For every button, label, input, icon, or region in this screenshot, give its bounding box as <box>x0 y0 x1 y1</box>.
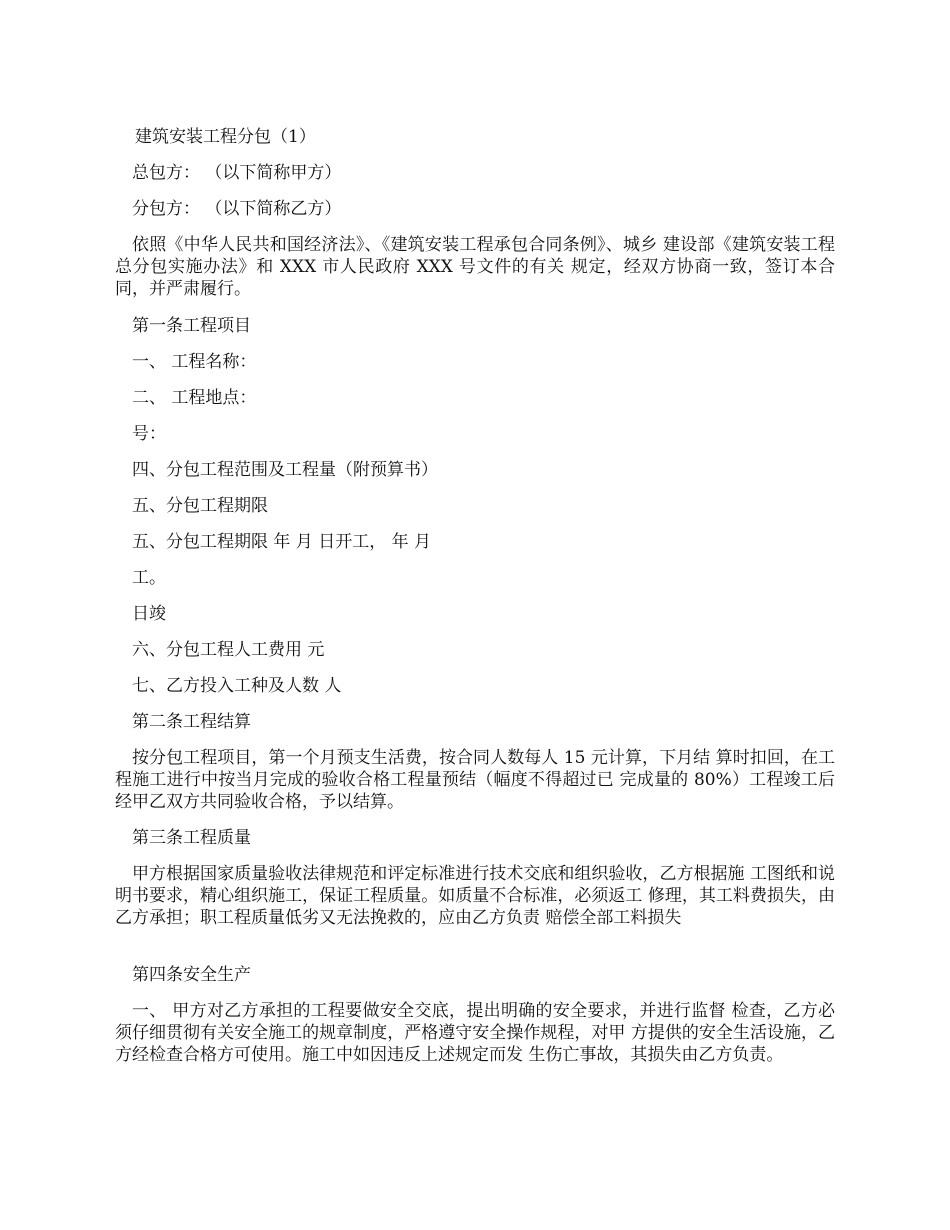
completion-date-line: 日竣 <box>132 604 166 624</box>
quality-paragraph: 甲方根据国家质量验收法律规范和评定标准进行技术交底和组织验收，乙方根据施 工图纸和说明书要求，精心组织施工，保证工程质量。如质量不合标准，必须返工 修理，其工料费损失，由乙方承担；职工程质量低劣又无法挽救的，应由乙方负责 赔偿全部工料损失 <box>115 864 835 928</box>
article-4-heading: 第四条安全生产 <box>132 965 251 985</box>
settlement-paragraph: 按分包工程项目，第一个月预支生活费，按合同人数每人 15 元计算，下月结 算时扣回，在工程施工进行中按当月完成的验收合格工程量预结（幅度不得超过已 完成量的 80%）工程竣工后经甲乙双方共同验收合格，予以结算。 <box>115 748 835 812</box>
project-name-line: 一、 工程名称： <box>132 352 257 372</box>
number-line: 号： <box>132 424 166 444</box>
project-location-line: 二、 工程地点： <box>132 388 257 408</box>
period-heading-line: 五、分包工程期限 <box>132 496 268 516</box>
period-continuation-line: 工。 <box>132 568 166 588</box>
subcontractor-line: 分包方： （以下简称乙方） <box>132 199 342 219</box>
article-2-heading: 第二条工程结算 <box>132 712 251 732</box>
safety-paragraph: 一、 甲方对乙方承担的工程要做安全交底，提出明确的安全要求，并进行监督 检查，乙方必须仔细贯彻有关安全施工的规章制度，严格遵守安全操作规程，对甲 方提供的安全生活设施，乙方经检查合格方可使用。施工中如因违反上述规定而发 生伤亡事故，其损失由乙方负责。 <box>115 1001 835 1065</box>
period-dates-line: 五、分包工程期限 年 月 日开工， 年 月 <box>132 532 432 552</box>
labor-cost-line: 六、分包工程人工费用 元 <box>132 640 325 660</box>
article-3-heading: 第三条工程质量 <box>132 828 251 848</box>
preamble-paragraph: 依照《中华人民共和国经济法》、《建筑安装工程承包合同条例》、城乡 建设部《建筑安装工程总分包实施办法》和 XXX 市人民政府 XXX 号文件的有关 规定，经双方协商一致，签订本合同，并严肃履行。 <box>115 235 835 299</box>
scope-line: 四、分包工程范围及工程量（附预算书） <box>132 460 438 480</box>
article-1-heading: 第一条工程项目 <box>132 316 251 336</box>
workforce-line: 七、乙方投入工种及人数 人 <box>132 676 342 696</box>
general-contractor-line: 总包方： （以下简称甲方） <box>132 163 342 183</box>
document-title: 建筑安装工程分包（1） <box>135 127 316 147</box>
